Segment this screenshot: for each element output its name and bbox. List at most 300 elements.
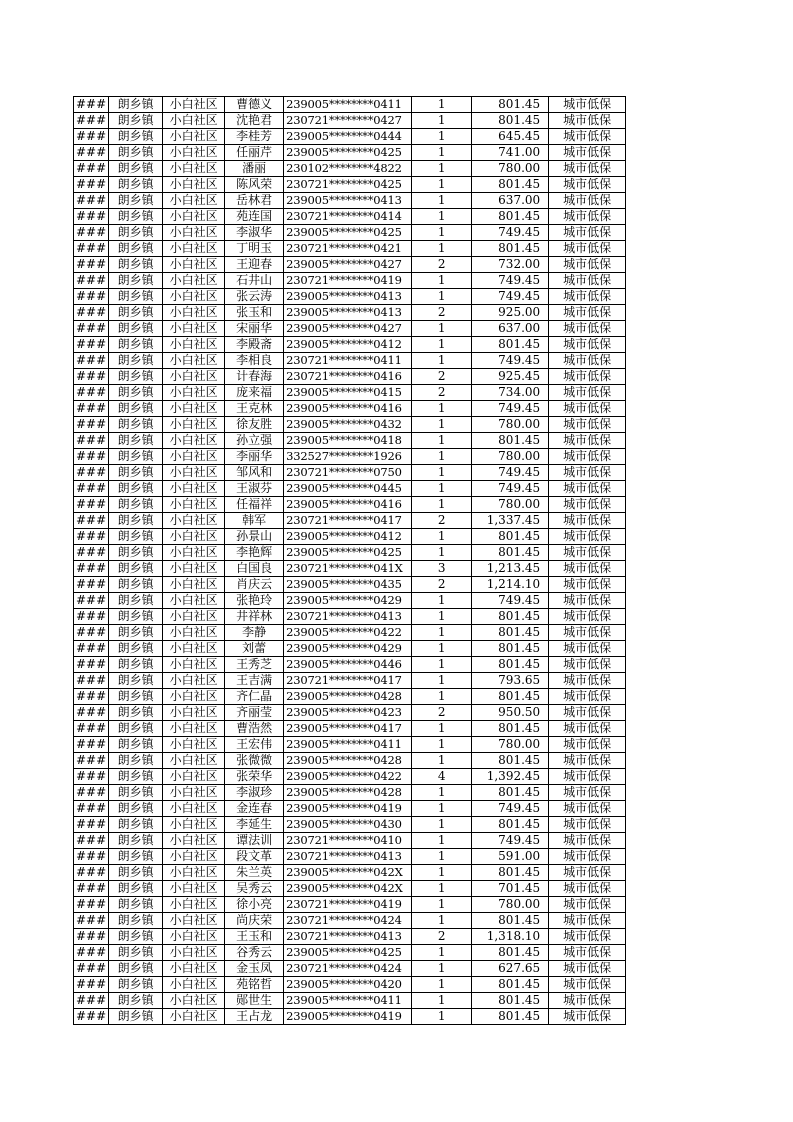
category-cell: 城市低保 bbox=[549, 801, 626, 817]
category-cell: 城市低保 bbox=[549, 241, 626, 257]
household-size-cell: 1 bbox=[412, 945, 472, 961]
row-index-cell: ### bbox=[74, 513, 109, 529]
row-index-cell: ### bbox=[74, 1009, 109, 1025]
table-row bbox=[74, 273, 626, 289]
town-cell: 朗乡镇 bbox=[109, 577, 163, 593]
name-cell: 王宏伟 bbox=[225, 737, 284, 753]
community-cell: 小白社区 bbox=[163, 289, 225, 305]
household-size-cell: 2 bbox=[412, 257, 472, 273]
table-row bbox=[74, 321, 626, 337]
table-row bbox=[74, 849, 626, 865]
amount-cell: 801.45 bbox=[472, 785, 549, 801]
town-cell: 朗乡镇 bbox=[109, 257, 163, 273]
category-cell: 城市低保 bbox=[549, 929, 626, 945]
category-cell: 城市低保 bbox=[549, 193, 626, 209]
table-row bbox=[74, 289, 626, 305]
table-row bbox=[74, 145, 626, 161]
id-number-cell: 239005********0428 bbox=[284, 785, 412, 801]
id-number-cell: 239005********0411 bbox=[284, 97, 412, 113]
amount-cell: 1,214.10 bbox=[472, 577, 549, 593]
amount-cell: 780.00 bbox=[472, 737, 549, 753]
category-cell: 城市低保 bbox=[549, 785, 626, 801]
household-size-cell: 3 bbox=[412, 561, 472, 577]
community-cell: 小白社区 bbox=[163, 369, 225, 385]
name-cell: 任福祥 bbox=[225, 497, 284, 513]
id-number-cell: 239005********0411 bbox=[284, 993, 412, 1009]
amount-cell: 637.00 bbox=[472, 193, 549, 209]
household-size-cell: 1 bbox=[412, 961, 472, 977]
name-cell: 邹风和 bbox=[225, 465, 284, 481]
id-number-cell: 239005********0428 bbox=[284, 689, 412, 705]
id-number-cell: 230721********0410 bbox=[284, 833, 412, 849]
table-row bbox=[74, 257, 626, 273]
id-number-cell: 239005********0422 bbox=[284, 625, 412, 641]
town-cell: 朗乡镇 bbox=[109, 401, 163, 417]
household-size-cell: 1 bbox=[412, 657, 472, 673]
town-cell: 朗乡镇 bbox=[109, 1009, 163, 1025]
town-cell: 朗乡镇 bbox=[109, 273, 163, 289]
name-cell: 张艳玲 bbox=[225, 593, 284, 609]
table-row bbox=[74, 785, 626, 801]
row-index-cell: ### bbox=[74, 129, 109, 145]
row-index-cell: ### bbox=[74, 881, 109, 897]
name-cell: 王迎春 bbox=[225, 257, 284, 273]
id-number-cell: 239005********0427 bbox=[284, 257, 412, 273]
community-cell: 小白社区 bbox=[163, 945, 225, 961]
town-cell: 朗乡镇 bbox=[109, 193, 163, 209]
id-number-cell: 230721********0414 bbox=[284, 209, 412, 225]
community-cell: 小白社区 bbox=[163, 641, 225, 657]
amount-cell: 801.45 bbox=[472, 609, 549, 625]
town-cell: 朗乡镇 bbox=[109, 865, 163, 881]
town-cell: 朗乡镇 bbox=[109, 385, 163, 401]
amount-cell: 732.00 bbox=[472, 257, 549, 273]
name-cell: 白国良 bbox=[225, 561, 284, 577]
household-size-cell: 1 bbox=[412, 353, 472, 369]
row-index-cell: ### bbox=[74, 817, 109, 833]
town-cell: 朗乡镇 bbox=[109, 177, 163, 193]
name-cell: 苑铭哲 bbox=[225, 977, 284, 993]
community-cell: 小白社区 bbox=[163, 513, 225, 529]
category-cell: 城市低保 bbox=[549, 465, 626, 481]
id-number-cell: 239005********0435 bbox=[284, 577, 412, 593]
community-cell: 小白社区 bbox=[163, 657, 225, 673]
id-number-cell: 239005********0430 bbox=[284, 817, 412, 833]
community-cell: 小白社区 bbox=[163, 209, 225, 225]
household-size-cell: 1 bbox=[412, 449, 472, 465]
community-cell: 小白社区 bbox=[163, 801, 225, 817]
household-size-cell: 2 bbox=[412, 929, 472, 945]
community-cell: 小白社区 bbox=[163, 721, 225, 737]
community-cell: 小白社区 bbox=[163, 929, 225, 945]
category-cell: 城市低保 bbox=[549, 113, 626, 129]
community-cell: 小白社区 bbox=[163, 1009, 225, 1025]
household-size-cell: 1 bbox=[412, 177, 472, 193]
id-number-cell: 230721********0411 bbox=[284, 353, 412, 369]
name-cell: 岳林君 bbox=[225, 193, 284, 209]
table-row bbox=[74, 433, 626, 449]
name-cell: 吴秀云 bbox=[225, 881, 284, 897]
amount-cell: 801.45 bbox=[472, 529, 549, 545]
town-cell: 朗乡镇 bbox=[109, 849, 163, 865]
row-index-cell: ### bbox=[74, 321, 109, 337]
id-number-cell: 239005********0425 bbox=[284, 545, 412, 561]
row-index-cell: ### bbox=[74, 577, 109, 593]
town-cell: 朗乡镇 bbox=[109, 449, 163, 465]
community-cell: 小白社区 bbox=[163, 993, 225, 1009]
name-cell: 王占龙 bbox=[225, 1009, 284, 1025]
category-cell: 城市低保 bbox=[549, 913, 626, 929]
table-row bbox=[74, 945, 626, 961]
name-cell: 王玉和 bbox=[225, 929, 284, 945]
row-index-cell: ### bbox=[74, 289, 109, 305]
name-cell: 段文革 bbox=[225, 849, 284, 865]
community-cell: 小白社区 bbox=[163, 833, 225, 849]
id-number-cell: 239005********0411 bbox=[284, 737, 412, 753]
amount-cell: 734.00 bbox=[472, 385, 549, 401]
amount-cell: 801.45 bbox=[472, 209, 549, 225]
household-size-cell: 1 bbox=[412, 433, 472, 449]
name-cell: 王秀芝 bbox=[225, 657, 284, 673]
row-index-cell: ### bbox=[74, 177, 109, 193]
row-index-cell: ### bbox=[74, 785, 109, 801]
town-cell: 朗乡镇 bbox=[109, 977, 163, 993]
row-index-cell: ### bbox=[74, 353, 109, 369]
community-cell: 小白社区 bbox=[163, 401, 225, 417]
row-index-cell: ### bbox=[74, 545, 109, 561]
town-cell: 朗乡镇 bbox=[109, 433, 163, 449]
category-cell: 城市低保 bbox=[549, 481, 626, 497]
town-cell: 朗乡镇 bbox=[109, 417, 163, 433]
id-number-cell: 239005********0425 bbox=[284, 225, 412, 241]
amount-cell: 780.00 bbox=[472, 897, 549, 913]
amount-cell: 801.45 bbox=[472, 433, 549, 449]
community-cell: 小白社区 bbox=[163, 913, 225, 929]
town-cell: 朗乡镇 bbox=[109, 753, 163, 769]
amount-cell: 591.00 bbox=[472, 849, 549, 865]
town-cell: 朗乡镇 bbox=[109, 369, 163, 385]
community-cell: 小白社区 bbox=[163, 385, 225, 401]
table-row bbox=[74, 961, 626, 977]
name-cell: 潘丽 bbox=[225, 161, 284, 177]
name-cell: 肖庆云 bbox=[225, 577, 284, 593]
community-cell: 小白社区 bbox=[163, 241, 225, 257]
town-cell: 朗乡镇 bbox=[109, 641, 163, 657]
table-row bbox=[74, 625, 626, 641]
table-row bbox=[74, 673, 626, 689]
name-cell: 沈艳君 bbox=[225, 113, 284, 129]
community-cell: 小白社区 bbox=[163, 737, 225, 753]
category-cell: 城市低保 bbox=[549, 433, 626, 449]
amount-cell: 1,213.45 bbox=[472, 561, 549, 577]
household-size-cell: 1 bbox=[412, 641, 472, 657]
category-cell: 城市低保 bbox=[549, 497, 626, 513]
category-cell: 城市低保 bbox=[549, 881, 626, 897]
household-size-cell: 1 bbox=[412, 193, 472, 209]
community-cell: 小白社区 bbox=[163, 417, 225, 433]
name-cell: 韩军 bbox=[225, 513, 284, 529]
table-row bbox=[74, 401, 626, 417]
household-size-cell: 1 bbox=[412, 97, 472, 113]
id-number-cell: 239005********0445 bbox=[284, 481, 412, 497]
row-index-cell: ### bbox=[74, 97, 109, 113]
household-size-cell: 1 bbox=[412, 785, 472, 801]
community-cell: 小白社区 bbox=[163, 785, 225, 801]
household-size-cell: 4 bbox=[412, 769, 472, 785]
town-cell: 朗乡镇 bbox=[109, 497, 163, 513]
category-cell: 城市低保 bbox=[549, 865, 626, 881]
category-cell: 城市低保 bbox=[549, 897, 626, 913]
town-cell: 朗乡镇 bbox=[109, 609, 163, 625]
name-cell: 李相良 bbox=[225, 353, 284, 369]
amount-cell: 801.45 bbox=[472, 241, 549, 257]
name-cell: 孙立强 bbox=[225, 433, 284, 449]
household-size-cell: 1 bbox=[412, 801, 472, 817]
name-cell: 苑连国 bbox=[225, 209, 284, 225]
name-cell: 齐仁晶 bbox=[225, 689, 284, 705]
household-size-cell: 1 bbox=[412, 865, 472, 881]
community-cell: 小白社区 bbox=[163, 769, 225, 785]
row-index-cell: ### bbox=[74, 385, 109, 401]
community-cell: 小白社区 bbox=[163, 753, 225, 769]
amount-cell: 749.45 bbox=[472, 833, 549, 849]
amount-cell: 637.00 bbox=[472, 321, 549, 337]
community-cell: 小白社区 bbox=[163, 609, 225, 625]
table-row bbox=[74, 833, 626, 849]
town-cell: 朗乡镇 bbox=[109, 817, 163, 833]
household-size-cell: 1 bbox=[412, 833, 472, 849]
category-cell: 城市低保 bbox=[549, 657, 626, 673]
amount-cell: 801.45 bbox=[472, 753, 549, 769]
id-number-cell: 239005********042X bbox=[284, 865, 412, 881]
row-index-cell: ### bbox=[74, 369, 109, 385]
amount-cell: 801.45 bbox=[472, 1009, 549, 1025]
category-cell: 城市低保 bbox=[549, 833, 626, 849]
household-size-cell: 1 bbox=[412, 849, 472, 865]
row-index-cell: ### bbox=[74, 273, 109, 289]
id-number-cell: 230721********0421 bbox=[284, 241, 412, 257]
table-row bbox=[74, 865, 626, 881]
town-cell: 朗乡镇 bbox=[109, 929, 163, 945]
amount-cell: 749.45 bbox=[472, 401, 549, 417]
name-cell: 石井山 bbox=[225, 273, 284, 289]
town-cell: 朗乡镇 bbox=[109, 689, 163, 705]
id-number-cell: 239005********0432 bbox=[284, 417, 412, 433]
category-cell: 城市低保 bbox=[549, 593, 626, 609]
row-index-cell: ### bbox=[74, 145, 109, 161]
amount-cell: 801.45 bbox=[472, 625, 549, 641]
name-cell: 计春海 bbox=[225, 369, 284, 385]
id-number-cell: 239005********0446 bbox=[284, 657, 412, 673]
town-cell: 朗乡镇 bbox=[109, 305, 163, 321]
name-cell: 李延生 bbox=[225, 817, 284, 833]
household-size-cell: 1 bbox=[412, 897, 472, 913]
community-cell: 小白社区 bbox=[163, 849, 225, 865]
table-row bbox=[74, 513, 626, 529]
table-row bbox=[74, 481, 626, 497]
town-cell: 朗乡镇 bbox=[109, 529, 163, 545]
row-index-cell: ### bbox=[74, 497, 109, 513]
table-row bbox=[74, 817, 626, 833]
town-cell: 朗乡镇 bbox=[109, 353, 163, 369]
community-cell: 小白社区 bbox=[163, 865, 225, 881]
amount-cell: 749.45 bbox=[472, 353, 549, 369]
id-number-cell: 239005********0418 bbox=[284, 433, 412, 449]
name-cell: 李淑珍 bbox=[225, 785, 284, 801]
category-cell: 城市低保 bbox=[549, 945, 626, 961]
category-cell: 城市低保 bbox=[549, 97, 626, 113]
name-cell: 刘蕾 bbox=[225, 641, 284, 657]
household-size-cell: 1 bbox=[412, 609, 472, 625]
id-number-cell: 239005********0413 bbox=[284, 193, 412, 209]
category-cell: 城市低保 bbox=[549, 721, 626, 737]
name-cell: 朱兰英 bbox=[225, 865, 284, 881]
town-cell: 朗乡镇 bbox=[109, 289, 163, 305]
town-cell: 朗乡镇 bbox=[109, 145, 163, 161]
id-number-cell: 239005********042X bbox=[284, 881, 412, 897]
category-cell: 城市低保 bbox=[549, 209, 626, 225]
town-cell: 朗乡镇 bbox=[109, 881, 163, 897]
name-cell: 徐小亮 bbox=[225, 897, 284, 913]
household-size-cell: 2 bbox=[412, 705, 472, 721]
name-cell: 金连春 bbox=[225, 801, 284, 817]
row-index-cell: ### bbox=[74, 977, 109, 993]
name-cell: 谷秀云 bbox=[225, 945, 284, 961]
table-row bbox=[74, 465, 626, 481]
household-size-cell: 1 bbox=[412, 225, 472, 241]
community-cell: 小白社区 bbox=[163, 113, 225, 129]
table-row bbox=[74, 753, 626, 769]
table-row bbox=[74, 449, 626, 465]
household-size-cell: 1 bbox=[412, 673, 472, 689]
category-cell: 城市低保 bbox=[549, 705, 626, 721]
household-size-cell: 1 bbox=[412, 209, 472, 225]
name-cell: 李丽华 bbox=[225, 449, 284, 465]
amount-cell: 801.45 bbox=[472, 865, 549, 881]
town-cell: 朗乡镇 bbox=[109, 657, 163, 673]
row-index-cell: ### bbox=[74, 737, 109, 753]
welfare-table bbox=[73, 96, 626, 1025]
community-cell: 小白社区 bbox=[163, 145, 225, 161]
name-cell: 尚庆荣 bbox=[225, 913, 284, 929]
id-number-cell: 230102********4822 bbox=[284, 161, 412, 177]
community-cell: 小白社区 bbox=[163, 977, 225, 993]
table-row bbox=[74, 769, 626, 785]
community-cell: 小白社区 bbox=[163, 529, 225, 545]
town-cell: 朗乡镇 bbox=[109, 465, 163, 481]
amount-cell: 780.00 bbox=[472, 161, 549, 177]
row-index-cell: ### bbox=[74, 193, 109, 209]
row-index-cell: ### bbox=[74, 769, 109, 785]
amount-cell: 701.45 bbox=[472, 881, 549, 897]
category-cell: 城市低保 bbox=[549, 961, 626, 977]
town-cell: 朗乡镇 bbox=[109, 129, 163, 145]
community-cell: 小白社区 bbox=[163, 625, 225, 641]
row-index-cell: ### bbox=[74, 609, 109, 625]
row-index-cell: ### bbox=[74, 593, 109, 609]
community-cell: 小白社区 bbox=[163, 497, 225, 513]
id-number-cell: 239005********0419 bbox=[284, 801, 412, 817]
row-index-cell: ### bbox=[74, 401, 109, 417]
community-cell: 小白社区 bbox=[163, 129, 225, 145]
id-number-cell: 239005********0413 bbox=[284, 305, 412, 321]
household-size-cell: 2 bbox=[412, 305, 472, 321]
name-cell: 郧世生 bbox=[225, 993, 284, 1009]
household-size-cell: 1 bbox=[412, 321, 472, 337]
row-index-cell: ### bbox=[74, 641, 109, 657]
amount-cell: 801.45 bbox=[472, 641, 549, 657]
town-cell: 朗乡镇 bbox=[109, 97, 163, 113]
household-size-cell: 1 bbox=[412, 545, 472, 561]
household-size-cell: 1 bbox=[412, 481, 472, 497]
amount-cell: 801.45 bbox=[472, 97, 549, 113]
id-number-cell: 239005********0428 bbox=[284, 753, 412, 769]
table-row bbox=[74, 97, 626, 113]
household-size-cell: 2 bbox=[412, 385, 472, 401]
id-number-cell: 230721********0417 bbox=[284, 513, 412, 529]
row-index-cell: ### bbox=[74, 225, 109, 241]
amount-cell: 925.00 bbox=[472, 305, 549, 321]
town-cell: 朗乡镇 bbox=[109, 897, 163, 913]
table-row bbox=[74, 993, 626, 1009]
category-cell: 城市低保 bbox=[549, 769, 626, 785]
amount-cell: 741.00 bbox=[472, 145, 549, 161]
town-cell: 朗乡镇 bbox=[109, 801, 163, 817]
row-index-cell: ### bbox=[74, 913, 109, 929]
name-cell: 庞来福 bbox=[225, 385, 284, 401]
id-number-cell: 239005********0429 bbox=[284, 593, 412, 609]
amount-cell: 801.45 bbox=[472, 177, 549, 193]
community-cell: 小白社区 bbox=[163, 97, 225, 113]
row-index-cell: ### bbox=[74, 705, 109, 721]
household-size-cell: 1 bbox=[412, 625, 472, 641]
id-number-cell: 239005********0413 bbox=[284, 289, 412, 305]
category-cell: 城市低保 bbox=[549, 129, 626, 145]
id-number-cell: 239005********0415 bbox=[284, 385, 412, 401]
household-size-cell: 1 bbox=[412, 129, 472, 145]
id-number-cell: 230721********0750 bbox=[284, 465, 412, 481]
category-cell: 城市低保 bbox=[549, 817, 626, 833]
household-size-cell: 1 bbox=[412, 993, 472, 1009]
id-number-cell: 239005********0422 bbox=[284, 769, 412, 785]
id-number-cell: 239005********0417 bbox=[284, 721, 412, 737]
row-index-cell: ### bbox=[74, 929, 109, 945]
id-number-cell: 230721********0417 bbox=[284, 673, 412, 689]
household-size-cell: 1 bbox=[412, 273, 472, 289]
community-cell: 小白社区 bbox=[163, 689, 225, 705]
table-row bbox=[74, 209, 626, 225]
row-index-cell: ### bbox=[74, 305, 109, 321]
id-number-cell: 239005********0419 bbox=[284, 1009, 412, 1025]
town-cell: 朗乡镇 bbox=[109, 593, 163, 609]
community-cell: 小白社区 bbox=[163, 305, 225, 321]
amount-cell: 749.45 bbox=[472, 593, 549, 609]
amount-cell: 801.45 bbox=[472, 337, 549, 353]
category-cell: 城市低保 bbox=[549, 369, 626, 385]
amount-cell: 780.00 bbox=[472, 497, 549, 513]
amount-cell: 749.45 bbox=[472, 801, 549, 817]
row-index-cell: ### bbox=[74, 673, 109, 689]
row-index-cell: ### bbox=[74, 417, 109, 433]
table-row bbox=[74, 721, 626, 737]
community-cell: 小白社区 bbox=[163, 593, 225, 609]
category-cell: 城市低保 bbox=[549, 401, 626, 417]
row-index-cell: ### bbox=[74, 465, 109, 481]
category-cell: 城市低保 bbox=[549, 385, 626, 401]
community-cell: 小白社区 bbox=[163, 705, 225, 721]
category-cell: 城市低保 bbox=[549, 753, 626, 769]
household-size-cell: 1 bbox=[412, 145, 472, 161]
